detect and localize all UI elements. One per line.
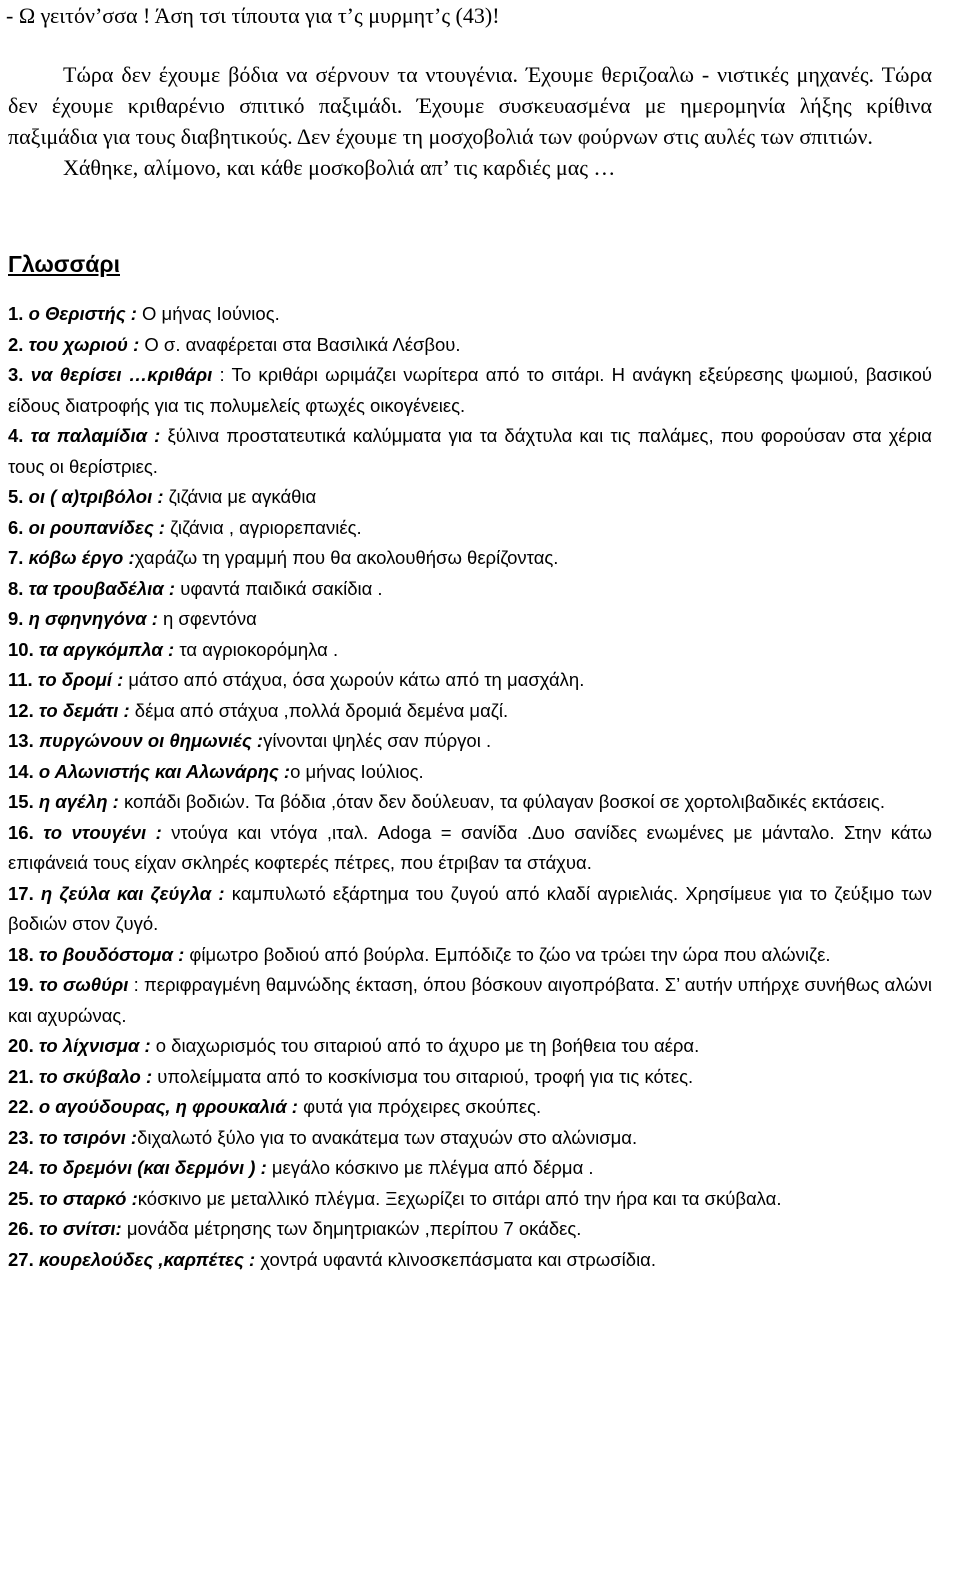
- glossary-entry: [8, 787, 932, 818]
- glossary-entry: [8, 1123, 932, 1154]
- glossary-entry-definition: ζιζάνια με αγκάθια: [163, 486, 317, 507]
- glossary-entry: [8, 696, 932, 727]
- glossary-entry-term: το σκύβαλο :: [38, 1065, 153, 1087]
- glossary-entry-term: οι ( α)τριβόλοι :: [28, 486, 164, 507]
- glossary-entry: [8, 1153, 932, 1184]
- intro-paragraph-text: Τώρα δεν έχουμε βόδια να σέρνουν τα ντουγένια. Έχουμε θεριζοαλω - νιστικές μηχανές. Τώρα δεν έχουμε κριθαρένιο σπιτικό παξιμάδι. Έχουμε συσκευασμένα με ημερομηνία λήξης κρίθινα παξιμάδια για τους διαβητικούς. Δεν έχουμε τη μοσχοβολιά των φούρνων στις αυλές των σπιτιών.: [8, 62, 932, 149]
- glossary-entry-number: 2.: [8, 333, 24, 355]
- glossary-entry-number: 4.: [8, 425, 24, 446]
- glossary-entry-term: το σταρκό :: [38, 1187, 138, 1209]
- glossary-entry-number: 12.: [8, 699, 34, 721]
- glossary-entry-term: η σφηνηγόνα :: [28, 608, 158, 629]
- glossary-entry-number: 9.: [8, 608, 24, 629]
- glossary-entry: [8, 757, 932, 788]
- glossary-entry-term: η αγέλη :: [38, 791, 119, 812]
- glossary-entry-definition: χοντρά υφαντά κλινοσκεπάσματα και στρωσίδια.: [255, 1248, 657, 1270]
- glossary-entry: [8, 818, 932, 879]
- glossary-entry-number: 10.: [8, 638, 34, 660]
- glossary-entry-definition: Ο μήνας Ιούνιος.: [136, 303, 280, 324]
- glossary-entry: [8, 879, 932, 940]
- spacer: [6, 31, 932, 59]
- glossary-entry-definition: μεγάλο κόσκινο με πλέγμα από δέρμα .: [266, 1157, 594, 1178]
- glossary-entry-number: 11.: [8, 669, 33, 690]
- glossary-entry-number: 8.: [8, 577, 24, 599]
- glossary-entry-term: η ζεύλα και ζεύγλα :: [40, 882, 225, 904]
- glossary-entry-definition: : περιφραγμένη θαμνώδης έκταση, όπου βόσκουν αιγοπρόβατα. Σ’ αυτήν υπήρχε συνήθως αλώνι και αχυρώνας.: [8, 974, 932, 1026]
- glossary-entry-term: ο αγούδουρας, η φρουκαλιά :: [38, 1096, 298, 1117]
- glossary-entry: [8, 1062, 932, 1093]
- glossary-entry-number: 22.: [8, 1096, 34, 1117]
- intro-closing: [8, 152, 932, 183]
- glossary-entry-term: του χωριού :: [28, 333, 140, 355]
- glossary-entry-number: 18.: [8, 943, 34, 965]
- glossary-entry-term: κουρελούδες ,καρπέτες :: [38, 1248, 256, 1270]
- glossary-entry: [8, 1031, 932, 1062]
- glossary-entry-number: 23.: [8, 1126, 34, 1148]
- glossary-entry-definition: διχαλωτό ξύλο για το ανακάτεμα των σταχυών στο αλώνισμα.: [137, 1126, 638, 1148]
- glossary-entry-number: 5.: [8, 486, 24, 507]
- glossary-entry-number: 27.: [8, 1248, 34, 1270]
- glossary-entry: [8, 1245, 932, 1276]
- glossary-entry-definition: ζιζάνια , αγριορεπανιές.: [164, 516, 362, 538]
- glossary-entry-definition: κόσκινο με μεταλλικό πλέγμα. Ξεχωρίζει το σιτάρι από την ήρα και τα σκύβαλα.: [137, 1187, 782, 1209]
- glossary-entry-number: 19.: [8, 974, 34, 995]
- glossary-entry-term: το δρεμόνι (και δερμόνι ) :: [38, 1157, 267, 1178]
- glossary-entry: [8, 482, 932, 513]
- glossary-entry-number: 17.: [8, 882, 34, 904]
- glossary-entry: [8, 970, 932, 1031]
- glossary-entry-term: το δρομί :: [37, 669, 124, 690]
- glossary-entry: [8, 665, 932, 696]
- glossary-entry-number: 21.: [8, 1065, 34, 1087]
- glossary-entry-definition: ξύλινα προστατευτικά καλύμματα για τα δάχτυλα και τις παλάμες, που φορούσαν στα χέρια τους οι θερίστριες.: [8, 425, 932, 477]
- intro-paragraph: [8, 59, 932, 152]
- glossary-entry: [8, 574, 932, 605]
- glossary-entry-definition: τα αγριοκορόμηλα .: [174, 638, 339, 660]
- glossary-entry-definition: γίνονται ψηλές σαν πύργοι .: [263, 730, 492, 751]
- glossary-entry-number: 14.: [8, 760, 34, 782]
- glossary-entry: [8, 1184, 932, 1215]
- glossary-entry-definition: φίμωτρο βοδιού από βούρλα. Εμπόδιζε το ζώο να τρώει την ώρα που αλώνιζε.: [184, 943, 831, 965]
- glossary-entry: [8, 360, 932, 421]
- glossary-entry-definition: : Το κριθάρι ωριμάζει νωρίτερα από το σιτάρι. Η ανάγκη εξεύρεσης ψωμιού, βασικού είδους διατροφής για τις πολυμελείς φτωχές οικογένειες.: [8, 364, 932, 416]
- glossary-entry: [8, 513, 932, 544]
- glossary-entry-definition: κοπάδι βοδιών. Τα βόδια ,όταν δεν δούλευαν, τα φύλαγαν βοσκοί σε χορτολιβαδικές εκτάσεις.: [118, 791, 885, 812]
- glossary-entry: [8, 1214, 932, 1245]
- intro-closing-text: Χάθηκε, αλίμονο, και κάθε μοσκοβολιά απ’ τις καρδιές μας …: [63, 155, 616, 180]
- glossary-list: [6, 299, 932, 1275]
- glossary-entry-term: το σνίτσι:: [38, 1218, 122, 1239]
- glossary-entry-definition: χαράζω τη γραμμή που θα ακολουθήσω θερίζοντας.: [134, 547, 559, 568]
- glossary-entry-term: τα παλαμίδια :: [30, 425, 161, 446]
- glossary-entry-number: 3.: [8, 364, 24, 385]
- glossary-entry: [8, 726, 932, 757]
- glossary-entry-number: 16.: [8, 821, 34, 843]
- intro-first-line: - Ω γειτόν’σσα ! Άση τσι τίπουτα για τ’ς μυρμητ’ς (43)!: [6, 3, 500, 28]
- glossary-entry: [8, 1092, 932, 1123]
- glossary-entry-definition: ντούγα και ντόγα ,ιταλ. Adoga = σανίδα .Δυο σανίδες ενωμένες με μάνταλο. Στην κάτω επιφάνειά τους είχαν σκληρές κοφτερές πέτρες, που έτριβαν τα στάχυα.: [8, 821, 933, 873]
- glossary-entry-definition: καμπυλωτό εξάρτημα του ζυγού από κλαδί αγριελιάς. Χρησίμευε για το ζεύξιμο των βοδιών στον ζυγό.: [8, 882, 933, 934]
- glossary-entry-number: 7.: [8, 547, 24, 568]
- glossary-entry-term: ο Θεριστής :: [28, 303, 137, 324]
- glossary-entry: [8, 940, 932, 971]
- glossary-entry-term: το σωθύρι: [38, 974, 129, 995]
- glossary-entry-definition: μάτσο από στάχυα, όσα χωρούν κάτω από τη μασχάλη.: [123, 669, 585, 690]
- glossary-entry-number: 25.: [8, 1187, 34, 1209]
- glossary-entry-number: 20.: [8, 1035, 34, 1056]
- glossary-entry-term: πυργώνουν οι θημωνιές :: [38, 730, 264, 751]
- glossary-entry-number: 6.: [8, 516, 24, 538]
- glossary-entry-definition: ο μήνας Ιούλιος.: [290, 760, 424, 782]
- glossary-entry-number: 24.: [8, 1157, 34, 1178]
- glossary-entry: [8, 604, 932, 635]
- glossary-entry: [8, 635, 932, 666]
- glossary-entry-definition: φυτά για πρόχειρες σκούπες.: [297, 1096, 542, 1117]
- glossary-entry-term: τα αργκόμπλα :: [38, 638, 175, 660]
- glossary-entry: [8, 543, 932, 574]
- glossary-entry-term: κόβω έργο :: [28, 547, 135, 568]
- glossary-entry-definition: μονάδα μέτρησης των δημητριακών ,περίπου 7 οκάδες.: [121, 1218, 582, 1239]
- glossary-entry-term: το βουδόστομα :: [38, 943, 185, 965]
- glossary-entry-term: το λίχνισμα :: [38, 1035, 151, 1056]
- glossary-entry-term: το ντουγένι :: [43, 821, 162, 843]
- glossary-entry-definition: υφαντά παιδικά σακίδια .: [175, 577, 383, 599]
- glossary-entry-definition: υπολείμματα από το κοσκίνισμα του σιταριού, τροφή για τις κότες.: [152, 1065, 694, 1087]
- glossary-title: Γλωσσάρι: [8, 251, 120, 277]
- glossary-entry-definition: δέμα από στάχυα ,πολλά δρομιά δεμένα μαζί.: [129, 699, 509, 721]
- glossary-entry-number: 13.: [8, 730, 34, 751]
- glossary-entry-term: οι ρουπανίδες :: [28, 516, 165, 538]
- glossary-entry: [8, 330, 932, 361]
- glossary-entry: [8, 421, 932, 482]
- glossary-entry-number: 15.: [8, 791, 34, 812]
- glossary-entry-number: 26.: [8, 1218, 34, 1239]
- glossary-entry-number: 1.: [8, 303, 24, 324]
- glossary-entry-term: τα τρουβαδέλια :: [28, 577, 176, 599]
- glossary-entry-term: να θερίσει …κριθάρι: [30, 364, 213, 385]
- glossary-entry-definition: η σφεντόνα: [157, 608, 257, 629]
- glossary-entry-definition: ο διαχωρισμός του σιταριού από το άχυρο με τη βοήθεια του αέρα.: [150, 1035, 700, 1056]
- glossary-entry: [8, 299, 932, 330]
- glossary-entry-definition: Ο σ. αναφέρεται στα Βασιλικά Λέσβου.: [139, 333, 461, 355]
- glossary-entry-term: ο Αλωνιστής και Αλωνάρης :: [38, 760, 291, 782]
- glossary-entry-term: το τσιρόνι :: [38, 1126, 138, 1148]
- glossary-entry-term: το δεμάτι :: [38, 699, 130, 721]
